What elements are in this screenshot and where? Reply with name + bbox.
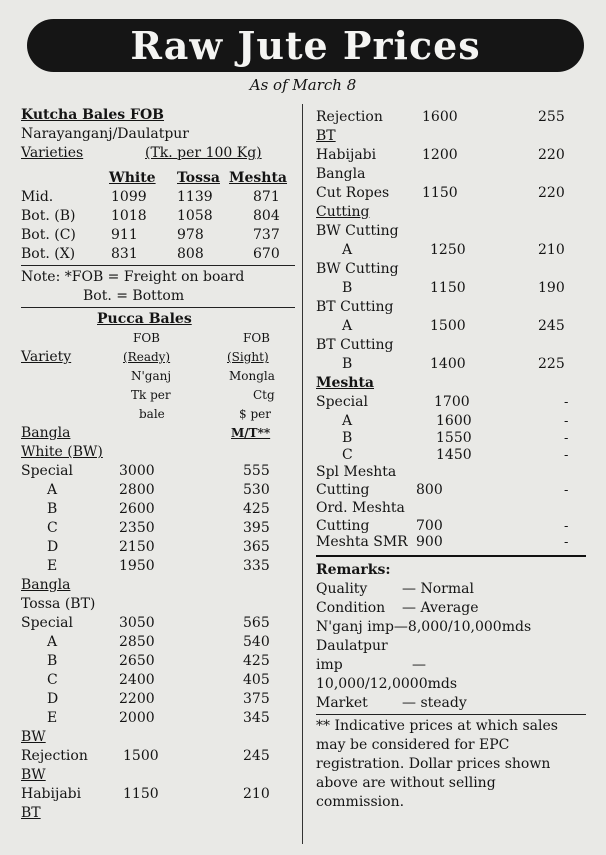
- usd-value: 210: [243, 786, 270, 802]
- tk-value: 1150: [123, 786, 159, 802]
- col2-unit2: M/T**: [231, 426, 271, 440]
- tk-value: 1550: [436, 430, 472, 446]
- table-row: [316, 393, 586, 412]
- daulatpur-import: 10,000/12,0000mds: [316, 676, 458, 692]
- grade: Rejection: [21, 748, 88, 764]
- table-row: [316, 355, 586, 374]
- table-row: [316, 533, 586, 552]
- table-row: [316, 412, 586, 429]
- col1-place: N'ganj: [131, 369, 172, 383]
- table-row: [21, 188, 295, 207]
- bw-tag: BW: [21, 729, 46, 745]
- tk-value: 3000: [119, 463, 155, 479]
- usd-value: 555: [243, 463, 270, 479]
- col2-unit: $ per: [239, 407, 271, 421]
- tk-value: 3050: [119, 615, 155, 631]
- condition-value: — Average: [402, 600, 479, 616]
- usd-value: -: [564, 535, 569, 550]
- tk-value: 2850: [119, 634, 155, 650]
- usd-value: 425: [243, 653, 270, 669]
- grade: E: [47, 558, 58, 574]
- meshta-value: 737: [253, 227, 280, 243]
- quality-label: Quality: [316, 581, 368, 597]
- usd-value: 220: [538, 185, 565, 201]
- col1-header: FOB: [133, 331, 160, 345]
- market-label: Market: [316, 695, 368, 711]
- table-row: [21, 481, 295, 500]
- usd-value: 245: [243, 748, 270, 764]
- bt-tag: BT: [21, 805, 41, 821]
- bt-heading2: Tossa (BT): [21, 596, 96, 612]
- grade: Bot. (X): [21, 246, 76, 262]
- grade: C: [47, 672, 58, 688]
- tk-value: 1600: [422, 109, 458, 125]
- as-of-date: As of March 8: [249, 76, 357, 94]
- white-value: 911: [111, 227, 138, 243]
- meshta-value: 871: [253, 189, 280, 205]
- item-sublabel: Cutting: [316, 204, 370, 220]
- tk-value: 2000: [119, 710, 155, 726]
- usd-value: 425: [243, 501, 270, 517]
- varieties-label: Varieties: [21, 145, 84, 161]
- condition-label: Condition: [316, 600, 386, 616]
- col1-unit: Tk per: [131, 388, 171, 402]
- tk-value: 1600: [436, 413, 472, 429]
- col2-subheader: (Sight): [227, 350, 269, 364]
- table-row: [21, 557, 295, 576]
- page-title: Raw Jute Prices: [130, 23, 481, 68]
- grade: A: [47, 634, 58, 650]
- usd-value: -: [564, 519, 569, 534]
- right-column: [316, 108, 586, 812]
- meshta-value: 670: [253, 246, 280, 262]
- grade: A: [47, 482, 58, 498]
- tk-value: 900: [416, 534, 443, 550]
- tk-value: 1700: [434, 394, 470, 410]
- fob-note: Note: *FOB = Freight on board: [21, 269, 245, 285]
- table-row: [21, 245, 295, 264]
- tossa-value: 1139: [177, 189, 213, 205]
- tk-value: 1250: [430, 242, 466, 258]
- meshta-heading: Meshta: [316, 375, 375, 391]
- tk-value: 1500: [123, 748, 159, 764]
- tossa-value: 1058: [177, 208, 213, 224]
- tk-value: 1450: [436, 447, 472, 463]
- imp-dash: —: [412, 657, 426, 673]
- bot-note: Bot. = Bottom: [83, 288, 185, 304]
- item-sublabel: A: [342, 242, 353, 258]
- grade: C: [47, 520, 58, 536]
- usd-value: 405: [243, 672, 270, 688]
- bw-heading: Bangla: [21, 425, 71, 441]
- table-row: [21, 462, 295, 481]
- item-label: Habijabi: [316, 147, 377, 163]
- item-label: BW Cutting: [316, 223, 399, 239]
- tk-value: 2600: [119, 501, 155, 517]
- nganj-import: N'ganj imp—8,000/10,000mds: [316, 619, 532, 635]
- tk-value: 1500: [430, 318, 466, 334]
- item-sublabel: Cutting: [316, 482, 370, 498]
- item-sublabel: A: [342, 318, 353, 334]
- item-label: BT Cutting: [316, 299, 394, 315]
- grade: B: [47, 653, 58, 669]
- usd-value: -: [564, 483, 569, 498]
- grade: B: [47, 501, 58, 517]
- usd-value: 565: [243, 615, 270, 631]
- table-row: [316, 429, 586, 446]
- item-label: BW Cutting: [316, 261, 399, 277]
- table-row: [21, 671, 295, 690]
- tk-value: 2650: [119, 653, 155, 669]
- usd-value: 225: [538, 356, 565, 372]
- table-row: [21, 633, 295, 652]
- table-row: [316, 446, 586, 463]
- grade: Special: [316, 394, 368, 410]
- usd-value: 345: [243, 710, 270, 726]
- table-row: [21, 747, 295, 766]
- white-value: 1018: [111, 208, 147, 224]
- kutcha-location: Narayanganj/Daulatpur: [21, 126, 189, 142]
- usd-value: 530: [243, 482, 270, 498]
- table-row: [316, 481, 586, 499]
- divider: [316, 714, 586, 715]
- usd-value: -: [564, 431, 569, 446]
- usd-value: 210: [538, 242, 565, 258]
- tk-value: 2800: [119, 482, 155, 498]
- table-row: [21, 500, 295, 519]
- grade: A: [342, 413, 353, 429]
- white-value: 831: [111, 246, 138, 262]
- table-row: [21, 652, 295, 671]
- col-tossa: Tossa: [177, 170, 220, 186]
- col-white: White: [109, 170, 156, 186]
- grade: D: [47, 539, 59, 555]
- item-label: Ord. Meshta: [316, 500, 405, 516]
- title-banner: [27, 19, 584, 72]
- grade: Bot. (B): [21, 208, 76, 224]
- grade: B: [342, 430, 353, 446]
- col2-place2: Ctg: [253, 388, 275, 402]
- col2-place: Mongla: [229, 369, 275, 383]
- item-label: BT Cutting: [316, 337, 394, 353]
- item-sublabel: B: [342, 280, 353, 296]
- remarks-title: Remarks:: [316, 562, 391, 578]
- grade: C: [342, 447, 353, 463]
- usd-value: 375: [243, 691, 270, 707]
- usd-value: 245: [538, 318, 565, 334]
- table-row: [21, 519, 295, 538]
- item-label: Cut Ropes: [316, 185, 390, 201]
- usd-value: -: [564, 395, 569, 410]
- usd-value: 335: [243, 558, 270, 574]
- bw-tag: BW: [21, 767, 46, 783]
- footnote: ** Indicative prices at which sales may be considered for EPC registration. Dollar prices shown above are without selling commission.: [316, 718, 558, 810]
- grade: Bot. (C): [21, 227, 76, 243]
- usd-value: -: [564, 448, 569, 463]
- item-sublabel: Cutting: [316, 518, 370, 534]
- usd-value: 365: [243, 539, 270, 555]
- kutcha-unit: (Tk. per 100 Kg): [145, 145, 262, 161]
- item-sublabel: B: [342, 356, 353, 372]
- variety-label: Variety: [21, 349, 72, 365]
- table-row: [316, 108, 586, 127]
- table-row: [21, 690, 295, 709]
- usd-value: 255: [538, 109, 565, 125]
- table-row: [21, 207, 295, 226]
- table-row: [21, 538, 295, 557]
- table-row: [316, 146, 586, 165]
- tk-value: 1150: [430, 280, 466, 296]
- tk-value: 1200: [422, 147, 458, 163]
- grade: Special: [21, 615, 73, 631]
- col1-subheader: (Ready): [123, 350, 171, 364]
- usd-value: -: [564, 414, 569, 429]
- tk-value: 700: [416, 518, 443, 534]
- tk-value: 2350: [119, 520, 155, 536]
- bw-heading2: White (BW): [21, 444, 103, 460]
- grade: D: [47, 691, 59, 707]
- grade: Habijabi: [21, 786, 82, 802]
- col-meshta: Meshta: [229, 170, 288, 186]
- divider: [21, 265, 295, 266]
- tk-value: 1400: [430, 356, 466, 372]
- usd-value: 190: [538, 280, 565, 296]
- tk-value: 2150: [119, 539, 155, 555]
- column-divider: [302, 104, 303, 844]
- tk-value: 1150: [422, 185, 458, 201]
- meshta-value: 804: [253, 208, 280, 224]
- usd-value: 540: [243, 634, 270, 650]
- grade: Special: [21, 463, 73, 479]
- tossa-value: 808: [177, 246, 204, 262]
- col2-header: FOB: [243, 331, 270, 345]
- table-row: [21, 785, 295, 804]
- col1-unit2: bale: [139, 407, 165, 421]
- kutcha-title: Kutcha Bales FOB: [21, 107, 165, 123]
- imp-label: imp: [316, 657, 343, 673]
- table-row: [316, 317, 586, 336]
- tk-value: 1950: [119, 558, 155, 574]
- divider: [21, 307, 295, 308]
- tossa-value: 978: [177, 227, 204, 243]
- quality-value: — Normal: [402, 581, 474, 597]
- item-sublabel: BT: [316, 128, 336, 144]
- daulatpur-label: Daulatpur: [316, 638, 388, 654]
- usd-value: 220: [538, 147, 565, 163]
- grade: E: [47, 710, 58, 726]
- table-row: [316, 517, 586, 533]
- left-column: [21, 106, 295, 823]
- item-sublabel: Bangla: [316, 166, 366, 182]
- table-row: [21, 709, 295, 728]
- tk-value: 2400: [119, 672, 155, 688]
- divider: [316, 555, 586, 557]
- grade: Mid.: [21, 189, 54, 205]
- usd-value: 395: [243, 520, 270, 536]
- table-row: [21, 614, 295, 633]
- bt-heading: Bangla: [21, 577, 71, 593]
- table-row: [316, 279, 586, 298]
- table-row: [316, 184, 586, 203]
- table-row: [316, 241, 586, 260]
- table-row: [21, 226, 295, 245]
- tk-value: 2200: [119, 691, 155, 707]
- tk-value: 800: [416, 482, 443, 498]
- pucca-title: Pucca Bales: [97, 311, 192, 327]
- item-label: Spl Meshta: [316, 464, 397, 480]
- item-label: Rejection: [316, 109, 383, 125]
- item-label: Meshta SMR: [316, 534, 408, 550]
- white-value: 1099: [111, 189, 147, 205]
- market-value: — steady: [402, 695, 467, 711]
